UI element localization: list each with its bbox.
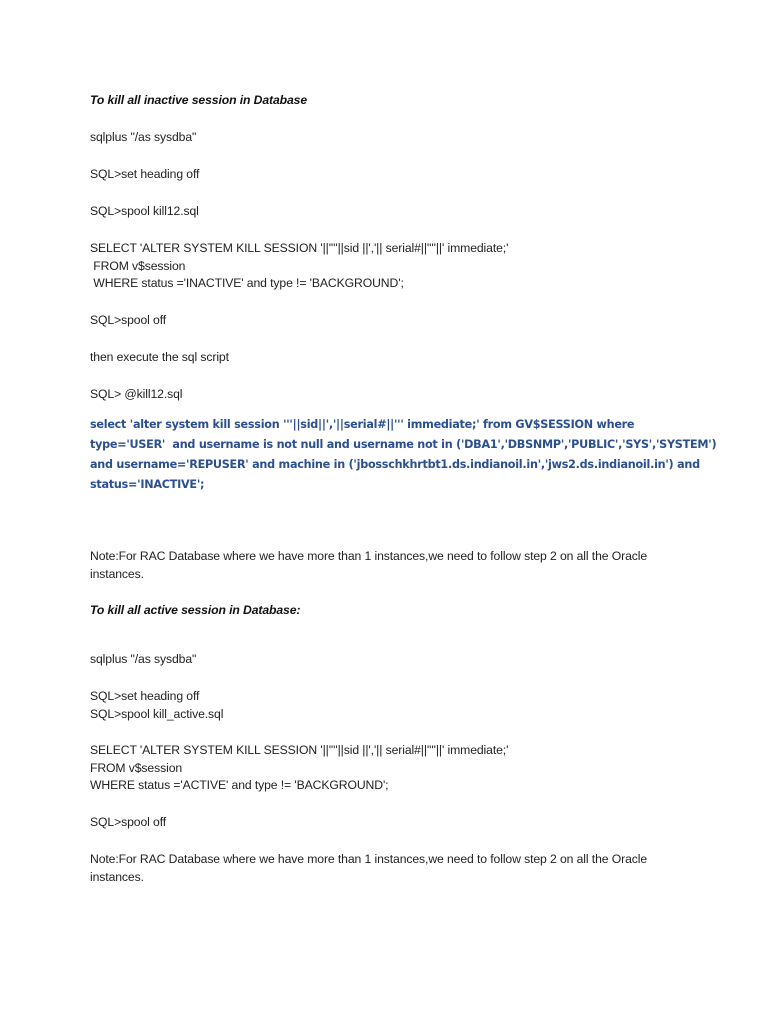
inactive-execute-text: then execute the sql script xyxy=(90,350,229,364)
inactive-section-title: To kill all inactive session in Database xyxy=(90,93,308,107)
active-spool-off: SQL>spool off xyxy=(90,815,167,829)
active-section-title: To kill all active session in Database: xyxy=(90,603,301,617)
active-select-line-2: FROM v$session xyxy=(90,761,183,775)
active-heading-command: SQL>set heading off xyxy=(90,689,200,703)
blue-query-line-1: select 'alter system kill session '''||sid||','||serial#||''' immediate;' from GV$SESSION where xyxy=(90,418,635,431)
inactive-select-line-2: FROM v$session xyxy=(90,259,186,273)
active-note-line-2: instances. xyxy=(90,870,144,884)
inactive-spool-off: SQL>spool off xyxy=(90,313,167,327)
inactive-spool-command: SQL>spool kill12.sql xyxy=(90,204,199,218)
inactive-select-line-3: WHERE status ='INACTIVE' and type != 'BACKGROUND'; xyxy=(90,276,404,290)
active-spool-command: SQL>spool kill_active.sql xyxy=(90,707,224,721)
inactive-select-line-1: SELECT 'ALTER SYSTEM KILL SESSION '||''''||sid ||','|| serial#||''''||' immediate;' xyxy=(90,241,509,255)
inactive-note-line-1: Note:For RAC Database where we have more than 1 instances,we need to follow step 2 on all the Oracle xyxy=(90,549,648,563)
inactive-login-command: sqlplus "/as sysdba" xyxy=(90,130,197,144)
active-note-line-1: Note:For RAC Database where we have more than 1 instances,we need to follow step 2 on all the Oracle xyxy=(90,852,648,866)
inactive-note-line-2: instances. xyxy=(90,567,144,581)
active-login-command: sqlplus "/as sysdba" xyxy=(90,652,197,666)
inactive-heading-command: SQL>set heading off xyxy=(90,167,200,181)
blue-query-line-3: and username='REPUSER' and machine in ('jbosschkhrtbt1.ds.indianoil.in','jws2.ds.indianoil.in') and xyxy=(90,458,700,471)
blue-query-line-4: status='INACTIVE'; xyxy=(90,478,205,491)
blue-query-line-2: type='USER' and username is not null and username not in ('DBA1','DBSNMP','PUBLIC','SYS','SYSTEM') xyxy=(90,438,717,451)
inactive-run-command: SQL> @kill12.sql xyxy=(90,387,183,401)
active-select-line-3: WHERE status ='ACTIVE' and type != 'BACKGROUND'; xyxy=(90,778,389,792)
active-select-line-1: SELECT 'ALTER SYSTEM KILL SESSION '||''''||sid ||','|| serial#||''''||' immediate;' xyxy=(90,743,509,757)
